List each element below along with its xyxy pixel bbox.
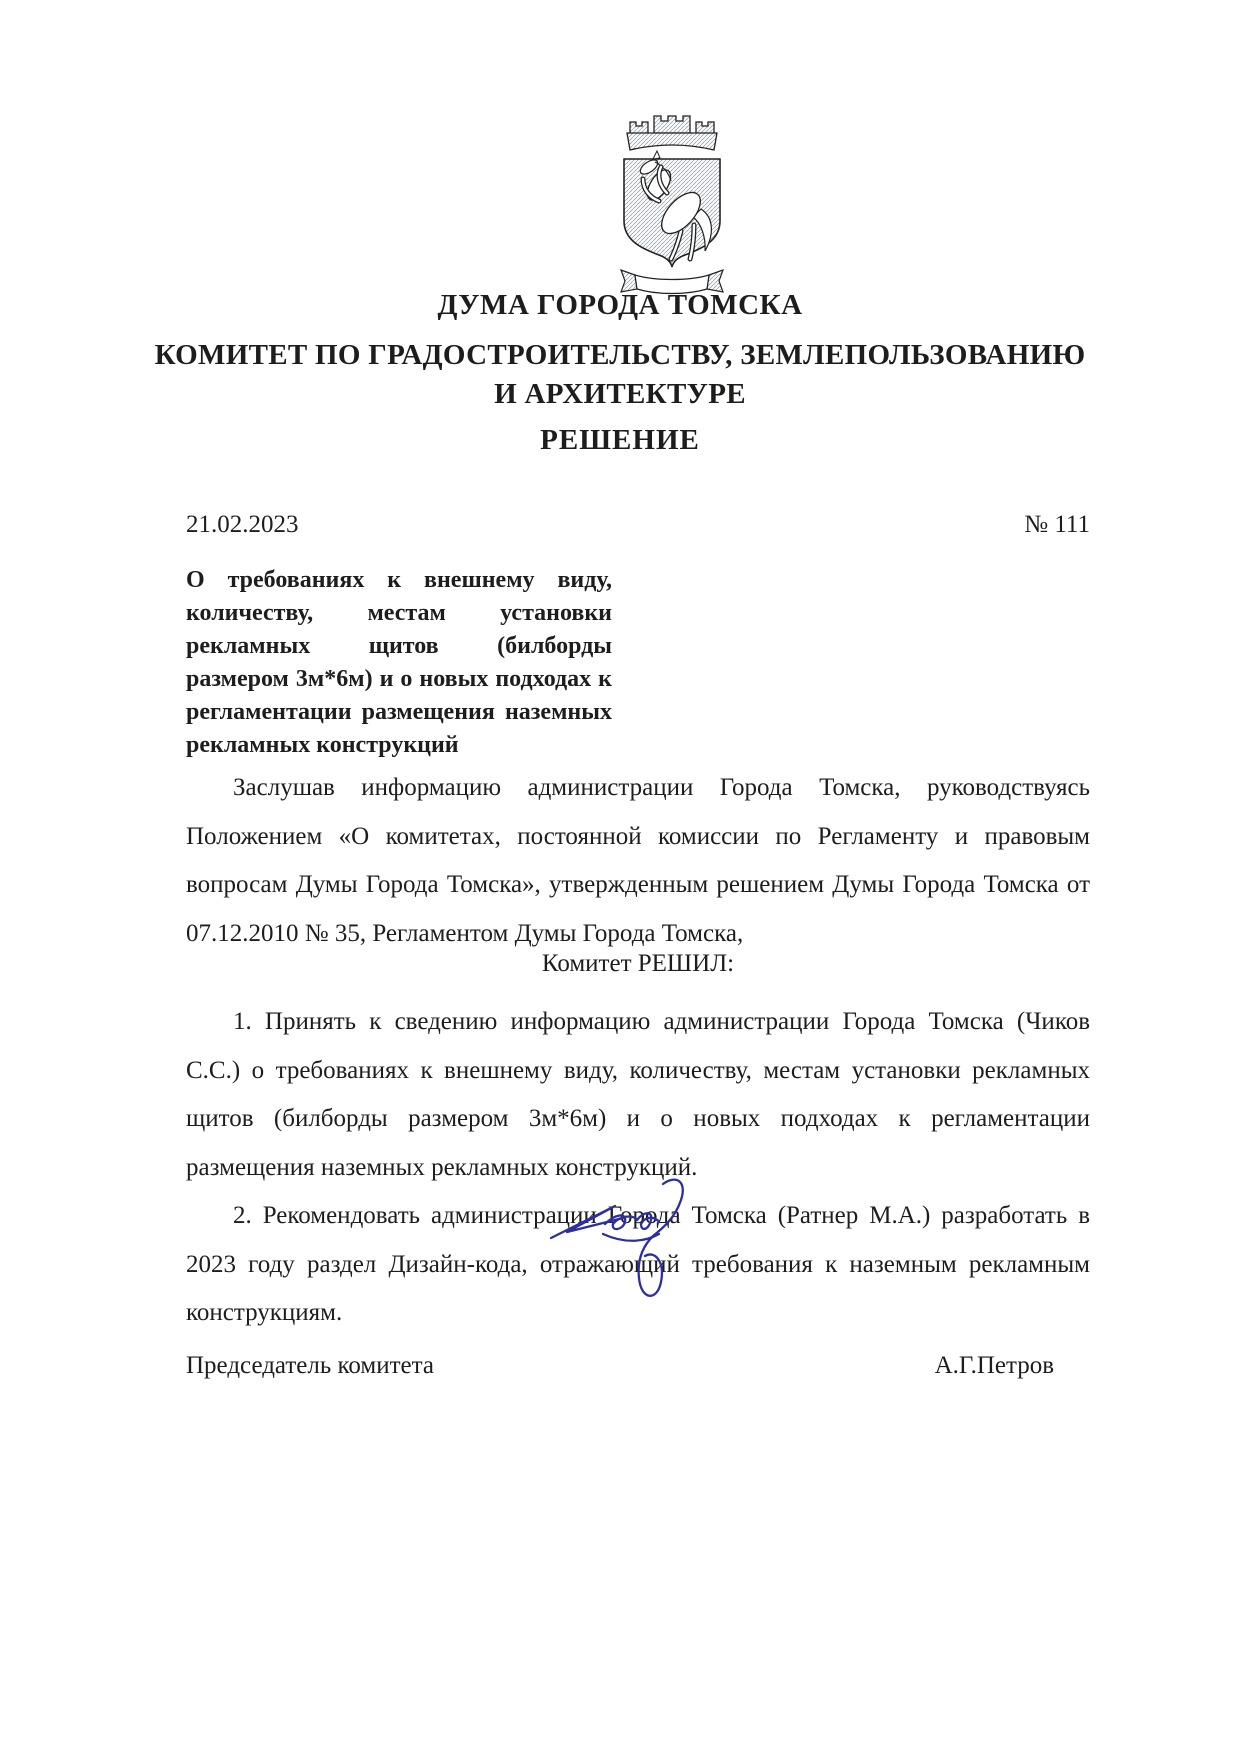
preamble-paragraph: Заслушав информацию администрации Города Томска, руководствуясь Положением «О комитетах, постоянной комиссии по Регламенту и правовым вопросам Думы Города Томска», утвержденным решением Думы Города Томска от 07.12.2010 № 35, Регламентом Думы Города Томска, bbox=[186, 774, 1090, 947]
handwritten-signature-icon bbox=[545, 1172, 745, 1324]
subject-paragraph: О требованиях к внешнему виду, количеству, местам установки рекламных щитов (билборды размером 3м*6м) и о новых подходах к регламентации размещения наземных рекламных конструкций bbox=[186, 567, 612, 758]
document-date: 21.02.2023 bbox=[186, 511, 299, 538]
signer-position-title: Председатель комитета bbox=[186, 1352, 434, 1379]
signer-name: А.Г.Петров bbox=[934, 1352, 1054, 1379]
committee-title: КОМИТЕТ ПО ГРАДОСТРОИТЕЛЬСТВУ, ЗЕМЛЕПОЛЬЗОВАНИЮ И АРХИТЕКТУРЕ bbox=[154, 339, 1086, 410]
resolution-heading: Комитет РЕШИЛ: bbox=[541, 950, 735, 977]
document-number: № 111 bbox=[1024, 511, 1090, 538]
tomsk-coat-of-arms-icon bbox=[597, 108, 747, 300]
document-type-heading: РЕШЕНИЕ bbox=[540, 424, 700, 456]
resolution-item-1: 1. Принять к сведению информацию администрации Города Томска (Чиков С.С.) о требованиях к внешнему виду, количеству, местам установки рекламных щитов (билборды размером 3м*6м) и о новых подходах к регламентации размещения наземных рекламных конструкций. bbox=[186, 1008, 1090, 1181]
mural-crown-icon bbox=[627, 116, 717, 150]
signature-row bbox=[186, 1352, 1054, 1380]
date-number-row bbox=[186, 511, 1090, 539]
organization-title: ДУМА ГОРОДА ТОМСКА bbox=[437, 289, 803, 321]
resolution-item-2: 2. Рекомендовать администрации Города Томска (Ратнер М.А.) разработать в 2023 году раздел Дизайн-кода, отражающий требования к наземным рекламным конструкциям. bbox=[186, 1202, 1090, 1326]
